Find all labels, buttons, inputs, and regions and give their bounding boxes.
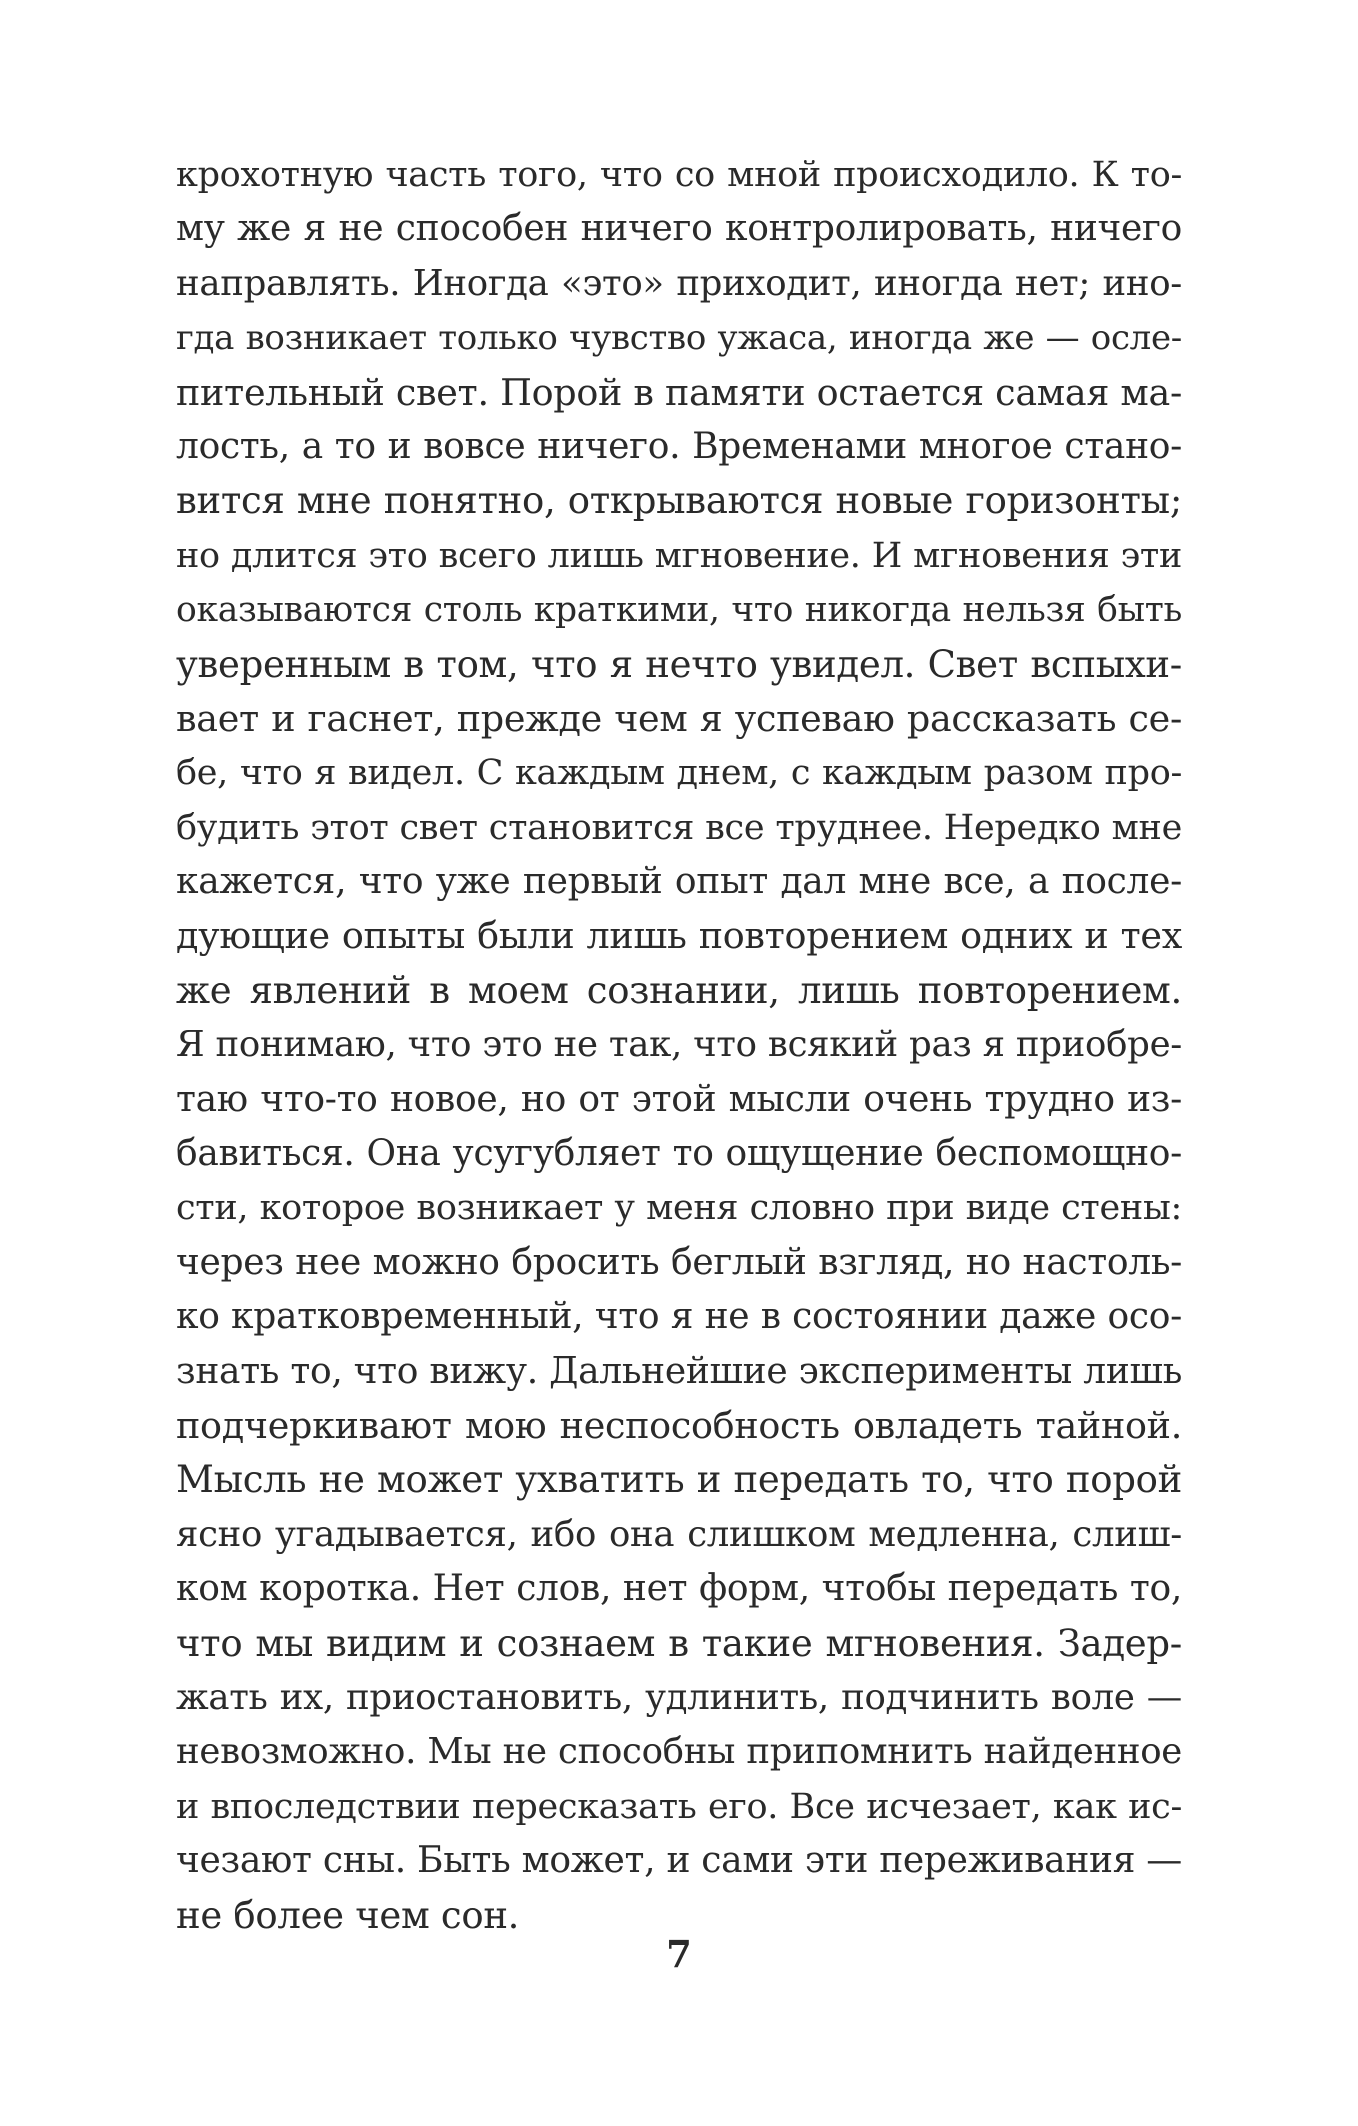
text-line: направлять. Иногда «это» приходит, иногда нет; ино- <box>176 262 1182 304</box>
body-text <box>176 148 1182 1943</box>
text-line: и впоследствии пересказать его. Все исчезает, как ис- <box>176 1786 1182 1827</box>
page-number: 7 <box>666 1932 692 1976</box>
text-line: через нее можно бросить беглый взгляд, но настоль- <box>176 1241 1182 1283</box>
text-line: знать то, что вижу. Дальнейшие эксперименты лишь <box>176 1350 1182 1392</box>
text-line: ко кратковременный, что я не в состоянии даже осо- <box>176 1296 1182 1338</box>
text-line: таю что-то новое, но от этой мысли очень трудно из- <box>176 1078 1182 1120</box>
text-line: жать их, приостановить, удлинить, подчинить воле — <box>176 1676 1182 1718</box>
text-line: Мысль не может ухватить и передать то, что порой <box>176 1458 1182 1502</box>
text-line: будить этот свет становится все труднее. Нередко мне <box>176 807 1182 848</box>
text-line: же явлений в моем сознании, лишь повторением. <box>176 968 1182 1012</box>
text-line: вает и гаснет, прежде чем я успеваю рассказать се- <box>176 696 1182 740</box>
text-line: гда возникает только чувство ужаса, иногда же — осле- <box>176 318 1182 359</box>
text-line: бавиться. Она усугубляет то ощущение беспомощно- <box>176 1133 1182 1175</box>
text-line: уверенным в том, что я нечто увидел. Свет вспыхи- <box>176 642 1182 686</box>
text-line: лость, а то и вовсе ничего. Временами многое стано- <box>176 425 1182 467</box>
text-line-last: не более чем сон. <box>176 1893 520 1937</box>
text-line: невозможно. Мы не способны припомнить найденное <box>176 1731 1182 1773</box>
text-line: подчеркивают мою неспособность овладеть тайной. <box>176 1403 1182 1447</box>
text-line: ком коротка. Нет слов, нет форм, чтобы передать то, <box>176 1568 1182 1610</box>
text-line: ясно угадывается, ибо она слишком медленна, слиш- <box>176 1513 1182 1555</box>
text-line: му же я не способен ничего контролировать, ничего <box>176 208 1182 250</box>
text-line: оказываются столь краткими, что никогда нельзя быть <box>176 590 1182 631</box>
text-line: Я понимаю, что это не так, что всякий раз я приобре- <box>176 1024 1182 1066</box>
text-line: кажется, что уже первый опыт дал мне все, а после- <box>176 861 1182 903</box>
text-line: бе, что я видел. С каждым днем, с каждым разом про- <box>176 753 1182 794</box>
text-line: пительный свет. Порой в памяти остается самая ма- <box>176 370 1182 414</box>
text-line: дующие опыты были лишь повторением одних и тех <box>176 914 1182 958</box>
text-line: чезают сны. Быть может, и сами эти переживания — <box>176 1840 1182 1882</box>
text-line: что мы видим и сознаем в такие мгновения. Задер- <box>176 1621 1182 1665</box>
text-line: крохотную часть того, что со мной происходило. К то- <box>176 155 1182 195</box>
text-line: но длится это всего лишь мгновение. И мгновения эти <box>176 535 1182 576</box>
text-line: вится мне понятно, открываются новые горизонты; <box>176 479 1182 523</box>
text-line: сти, которое возникает у меня словно при виде стены: <box>176 1188 1182 1229</box>
